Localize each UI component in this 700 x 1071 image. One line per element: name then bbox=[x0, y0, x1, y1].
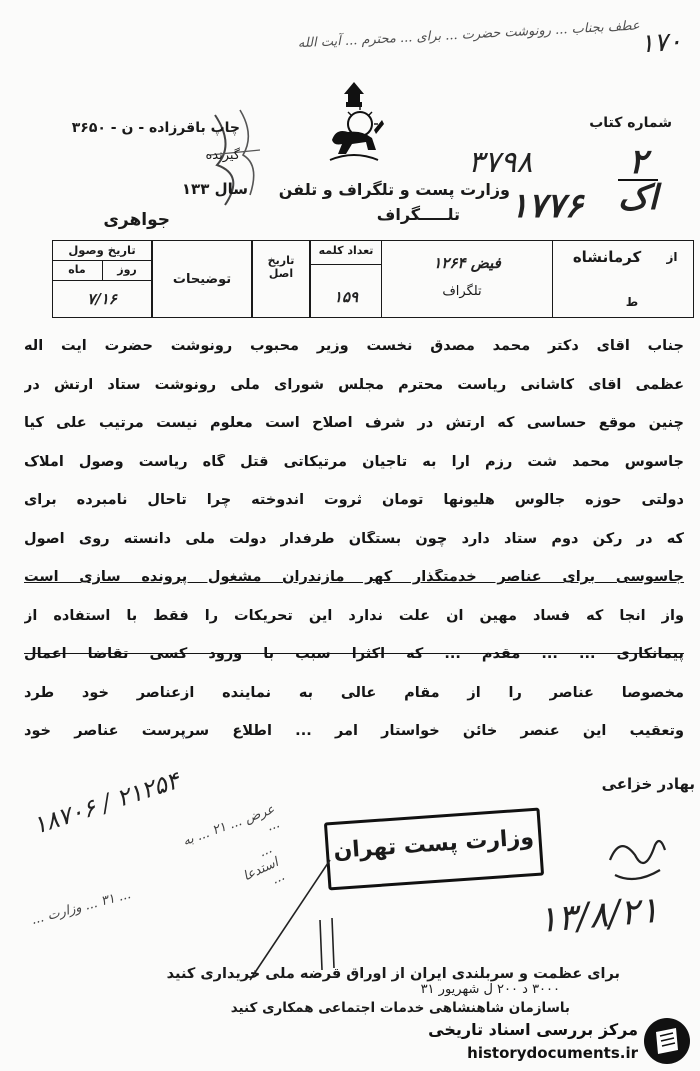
year-label: سال ۱۳۳ bbox=[181, 180, 248, 198]
top-handwritten-note: عطف بجناب ... رونوشت حضرت ... برای ... محترم ... آیت الله bbox=[297, 18, 641, 52]
count-value: ۱۵۹ bbox=[333, 288, 359, 306]
handwritten-date-right: ۱۳/۸/۲۱ bbox=[536, 889, 661, 942]
body-line: واز آنجا که فساد مهین آن علت ندارد این تحریکات را فقط با استفاده از bbox=[24, 607, 684, 624]
lion-and-sun-emblem bbox=[322, 80, 386, 168]
post-office-stamp bbox=[324, 808, 544, 891]
print-info: چاپ باقرزاده - ن - ۳۶۵۰ bbox=[71, 120, 240, 136]
receipt-value: ۷/۱۶ bbox=[87, 290, 117, 308]
handwritten-number-1: ۳۷۹۸ bbox=[468, 145, 533, 180]
footer-slogan-2: باسازمان شاهنشاهی خدمات اجتماعی همکاری کنید bbox=[230, 1000, 570, 1016]
note-c: ... ۳۱ ... وزارت ... bbox=[29, 887, 133, 928]
body-line: جاسوس محمد شت رزم آرا به تاجیان مرتیکاتی قتل گاه ریاست وصول املاک bbox=[24, 453, 684, 470]
body-line: که در رکن دوم ستاد دارد چون بستگان طرفدار دولت ملی دانسته روی اصول bbox=[24, 530, 684, 547]
body-line: جاسوسی برای عناصر خدمتگذار کهر مازندران مشغول پرونده سازی است bbox=[24, 569, 684, 585]
handwritten-fraction bbox=[618, 142, 658, 218]
note-a: عرض ... ۲۱ ... به ... bbox=[180, 802, 282, 850]
telegram-info-table bbox=[52, 240, 694, 318]
type-cell bbox=[382, 240, 552, 318]
receipt-date-label: تاریخ وصول bbox=[68, 243, 136, 257]
footer-slogan-1: برای عظمت و سربلندی ایران از اوراق قرضه ملی خریداری کنید bbox=[166, 966, 620, 982]
notes-label: توضیحات bbox=[172, 272, 232, 287]
archive-logo-icon bbox=[642, 1016, 692, 1066]
from-sub: ط bbox=[625, 295, 639, 309]
top-right-number: ۱۷۰ bbox=[639, 26, 683, 60]
receipt-divider-2 bbox=[52, 280, 152, 281]
receipt-divider-3 bbox=[102, 260, 103, 280]
signature-scribble-icon bbox=[600, 830, 670, 890]
count-divider bbox=[310, 264, 382, 265]
type-label: تلگراف bbox=[442, 284, 482, 299]
day-label: روز bbox=[117, 263, 137, 276]
telegram-body bbox=[24, 338, 684, 762]
body-line: جناب آقای دکتر محمد مصدق نخست وزیر محبوب رونوشت حضرت آیت اله bbox=[24, 338, 684, 354]
archive-watermark bbox=[420, 1012, 700, 1071]
footer-print-code: ۳۰۰۰ د ۲۰۰ ل شهریور ۳۱ bbox=[420, 982, 560, 997]
stamp-text: وزارت پست تهران bbox=[332, 825, 535, 864]
body-line: مخصوصا عناصر را از مقام عالی به نماینده ازعناصر خود طرد bbox=[24, 684, 684, 701]
origin-date-label: تاریخ اصل bbox=[267, 254, 295, 280]
letter-number-label: شماره کتاب bbox=[589, 115, 672, 131]
body-line: وتعقیب این عنصر خائن خواستار امر ... اطلاع سرپرست عناصر خود bbox=[24, 723, 684, 739]
type-value: فیض ۱۲۶۴ bbox=[433, 254, 501, 272]
from-label: از bbox=[666, 250, 678, 264]
note-b: ... استدعا ... bbox=[240, 841, 288, 888]
body-line: دولتی حوزه جالوس هلیونها تومان ثروت اندوخته چرا تاحال نامبرده برای bbox=[24, 492, 684, 508]
fraction-bottom: اک bbox=[618, 178, 658, 218]
handwritten-number-2: ۱۷۷۶ bbox=[510, 186, 584, 226]
ministry-title: وزارت پست و تلگراف و تلفن bbox=[278, 180, 510, 199]
body-line: پیمانکاری ... ... مقدم ... که اکثرا سبب با ورود کسی تقاضا اعمال bbox=[24, 646, 684, 662]
telegraph-title: تلـــــگراف bbox=[376, 205, 460, 224]
month-label: ماه bbox=[68, 263, 86, 276]
body-line: عظمی آقای کاشانی ریاست محترم مجلس شورای ملی رونوشت ستاد ارتش در bbox=[24, 376, 684, 393]
sender-signature: بهادر خزاعی bbox=[601, 775, 695, 793]
clerk-name: جواهری bbox=[103, 210, 170, 230]
body-line: چنین موقع حساسی که ارتش در شرف اصلاح است معلوم نیست مرتیب علی کیا bbox=[24, 415, 684, 431]
watermark-url: historydocuments.ir bbox=[467, 1044, 638, 1062]
watermark-title: مرکز بررسی اسناد تاریخی bbox=[428, 1020, 638, 1039]
count-label: تعداد کلمه bbox=[318, 244, 374, 257]
handwritten-number-left: ۱۸۷۰۶ / ۲۱۲۵۴ bbox=[29, 766, 183, 840]
from-value: کرمانشاه bbox=[572, 248, 642, 266]
fraction-top: ۲ bbox=[628, 142, 648, 182]
receiver-label: گیرنده bbox=[205, 148, 240, 163]
